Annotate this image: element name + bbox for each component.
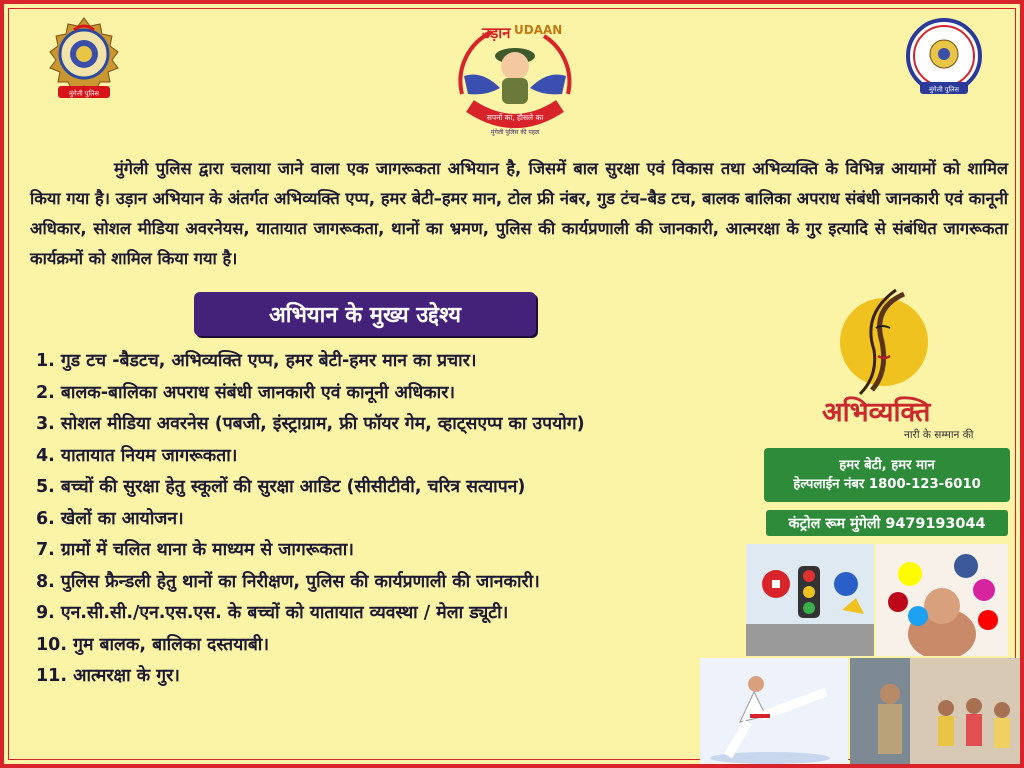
objective-item: 11. आत्मरक्षा के गुर। (36, 666, 180, 686)
objective-item: 2. बालक-बालिका अपराध संबंधी जानकारी एवं कानूनी अधिकार। (36, 382, 455, 403)
udaan-tagline: मुंगेली पुलिस की पहल (490, 129, 540, 136)
udaan-hindi: उड़ान (482, 24, 511, 42)
objective-item: 9. एन.सी.सी./एन.एस.एस. के बच्चों को यातायात व्यवस्था / मेला ड्यूटी। (36, 603, 509, 623)
helpline-line2: हेल्पलाईन नंबर 1800-123-6010 (793, 477, 981, 492)
traffic-signs-image (746, 544, 874, 656)
chhattisgarh-police-emblem-left (44, 16, 124, 102)
helpline-box (764, 448, 1010, 502)
helpline-line1: हमर बेटी, हमर मान (839, 458, 935, 473)
objective-item: 10. गुम बालक, बालिका दस्तयाबी। (36, 634, 269, 655)
objective-item: 6. खेलों का आयोजन। (36, 508, 184, 529)
objective-item: 4. यातायात नियम जागरूकता। (36, 445, 238, 466)
udaan-logo (452, 14, 578, 144)
control-room-number: कंट्रोल रूम मुंगेली 9479193044 (766, 510, 1008, 536)
udaan-ribbon: सपनों का, हौसले का (486, 113, 544, 122)
karate-kick-image (700, 658, 848, 768)
intro-paragraph (30, 154, 1008, 274)
udaan-english: UDAAN (514, 23, 563, 37)
intro-text: मुंगेली पुलिस द्वारा चलाया जाने वाला एक जागरूकता अभियान है, जिसमें बाल सुरक्षा एवं विकास तथा अभिव्यक्ति के विभिन्न आयामों को शामिल किया गया है। उड़ान अभियान के अंतर्गत अभिव्यक्ति एप्प, हमर बेटी–हमर मान, टोल फ्री नंबर, गुड टंच–बैड टच, बालक बालिका अपराध संबंधी जानकारी एवं कानूनी अधिकार, सोशल मीडिया अवरनेयस, यातायात जागरूकता, थानों का भ्रमण, पुलिस की कार्यप्रणाली की जानकारी, आत्मरक्षा के गुर इत्यादि से संबंधित जागरूकता कार्यक्रमों को शामिल किया गया है। (30, 159, 1008, 268)
objective-item: 5. बच्चों की सुरक्षा हेतु स्कूलों की सुरक्षा आडिट (सीसीटीवी, चरित्र सत्यापन) (36, 477, 526, 497)
objective-item: 3. सोशल मीडिया अवरनेस (पबजी, इंस्ट्राग्राम, फ्री फॉयर गेम, व्हाट्सएप्प का उपयोग) (36, 414, 585, 434)
police-with-children-image (850, 658, 1020, 768)
emblem-left-banner: मुंगेली पुलिस (69, 89, 99, 98)
social-media-image (876, 544, 1008, 656)
chhattisgarh-police-emblem-right (904, 16, 984, 102)
abhivyakti-title: अभिव्यक्ति (822, 397, 931, 428)
objectives-list (36, 346, 736, 693)
objective-item: 1. गुड टच -बैडटच, अभिव्यक्ति एप्प, हमर बेटी-हमर मान का प्रचार। (36, 351, 477, 371)
abhivyakti-subtitle: नारी के सम्मान की (904, 429, 974, 441)
emblem-right-banner: मुंगेली पुलिस (929, 85, 959, 94)
objective-item: 8. पुलिस फ्रैन्डली हेतु थानों का निरीक्षण, पुलिस की कार्यप्रणाली की जानकारी। (36, 571, 540, 592)
objectives-heading: अभियान के मुख्य उद्देश्य (194, 292, 536, 336)
objective-item: 7. ग्रामों में चलित थाना के माध्यम से जागरूकता। (36, 540, 354, 560)
